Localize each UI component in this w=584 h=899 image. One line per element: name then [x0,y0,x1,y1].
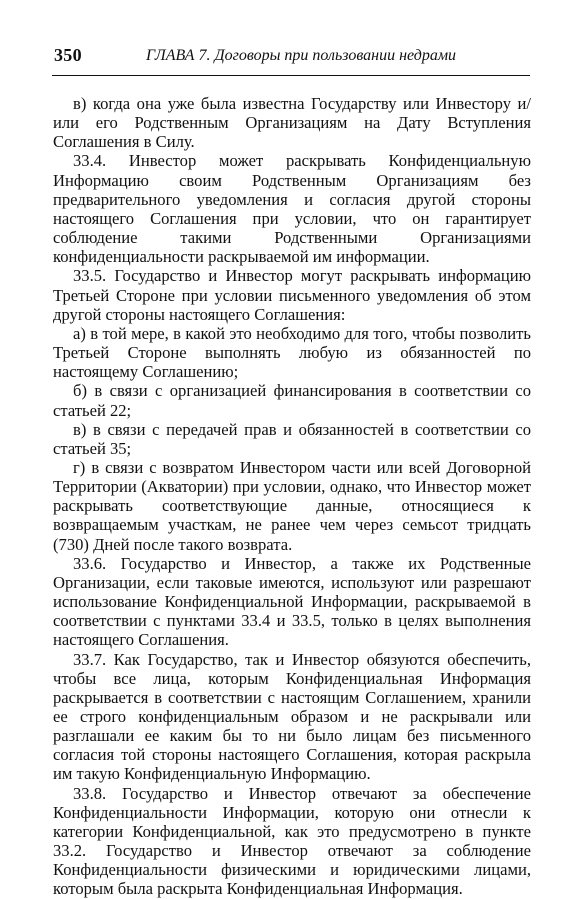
paragraph-33-7: 33.7. Как Государство, так и Инвестор обязуются обеспечить, чтобы все лица, которым Конфиденциальная Информация раскрывается в соответствии с настоящим Соглашением, хранили ее строго конфиденциальным образом и не раскрывали или разглашали ее каким бы то ни было лицам без письменного согласия той стороны настоящего Соглашения, которая раскрыла им такую Конфиденциальную Информацию. [53,649,531,784]
paragraph-33-5-b: б) в связи с организацией финансирования в соответствии со статьей 22; [53,381,531,420]
paragraph-33-5-g: г) в связи с возвратом Инвестором части или всей Договорной Территории (Акватории) при условии, однако, что Инвестор может раскрывать соответствующие данные, относящиеся к возвращаемым участкам, не ранее чем через семьсот тридцать (730) Дней после такого возврата. [53,457,531,554]
paragraph-33-5-v: в) в связи с передачей прав и обязанностей в соответствии со статьей 35; [53,419,531,458]
page-header [52,43,530,76]
paragraph-clause-v-end: в) когда она уже была известна Государству или Инвестору и/или его Родственным Организациям на Дату Вступления Соглашения в Силу. [53,94,531,152]
body-text [53,94,531,899]
paragraph-33-5-a: а) в той мере, в какой это необходимо для того, чтобы позволить Третьей Стороне выполнять любую из обязанностей по настоящему Соглашению; [53,323,531,382]
paragraph-33-5: 33.5. Государство и Инвестор могут раскрывать информацию Третьей Стороне при условии письменного уведомления об этом другой стороны настоящего Соглашения: [53,266,531,324]
paragraph-33-8: 33.8. Государство и Инвестор отвечают за обеспечение Конфиденциальности Информации, которую они отнесли к категории Конфиденциальной, как это предусмотрено в пункте 33.2. Государство и Инвестор отвечают за соблюдение Конфиденциальности физическими и юридическими лицами, которым была раскрыта Конфиденциальная Информация. [53,783,531,899]
page-number: 350 [54,45,82,65]
running-title: ГЛАВА 7. Договоры при пользовании недрами [146,47,457,64]
paragraph-33-4: 33.4. Инвестор может раскрывать Конфиденциальную Информацию своим Родственным Организациям без предварительного уведомления и согласия другой стороны настоящего Соглашения при условии, что он гарантирует соблюдение такими Родственными Организациями конфиденциальности раскрываемой им информации. [53,151,531,267]
paragraph-33-6: 33.6. Государство и Инвестор, а также их Родственные Организации, если таковые имеются, используют или разрешают использование Конфиденциальной Информации, раскрываемой в соответствии с пунктами 33.4 и 33.5, только в целях выполнения настоящего Соглашения. [53,553,531,650]
